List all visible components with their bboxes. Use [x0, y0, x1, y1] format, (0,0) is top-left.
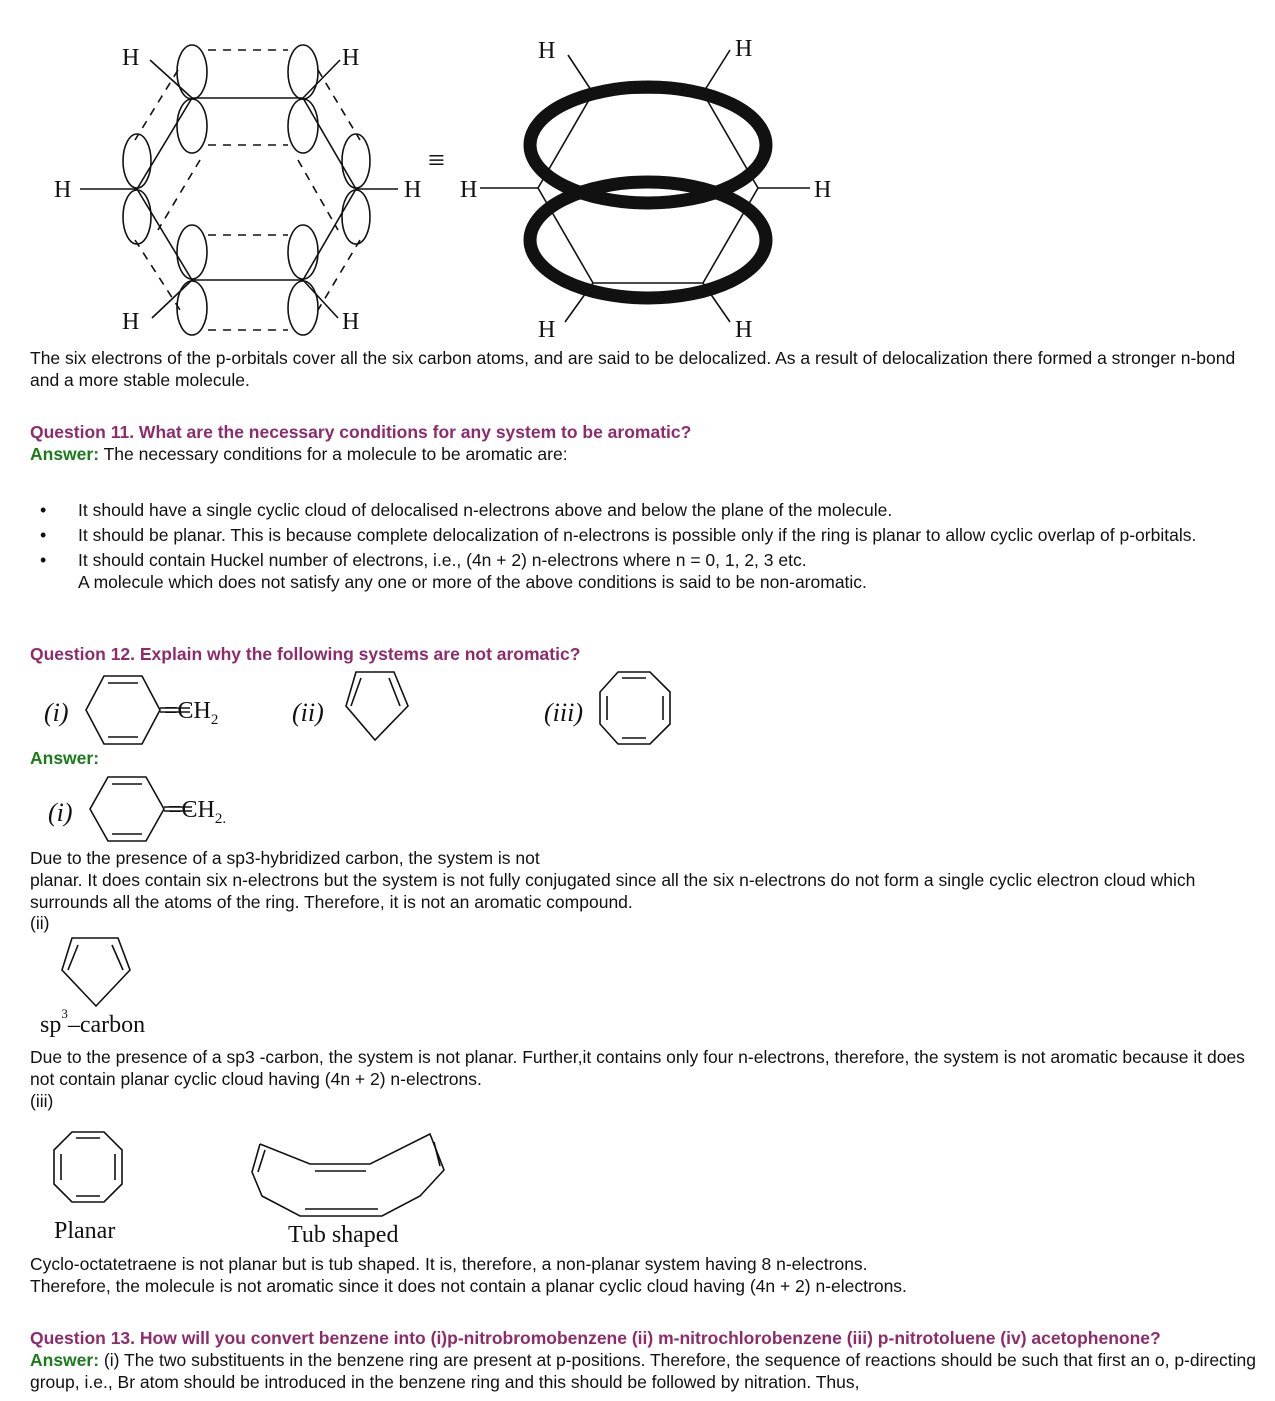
answer-12-structure-iii [30, 1120, 460, 1252]
planar-label: Planar [54, 1218, 116, 1244]
label-iii: (iii) [544, 698, 583, 727]
delocalization-paragraph: The six electrons of the p-orbitals cover all the six carbon atoms, and are said to be delocalized. As a result of delocalization there formed a stronger n-bond and a more stable molecule. [30, 348, 1236, 390]
label-i: (i) [48, 798, 73, 827]
list-item-text: It should be planar. This is because complete delocalization of n-electrons is possible only if the ring is planar to allow cyclic overlap of p-orbitals. [78, 525, 1197, 545]
benzene-orbital-figure [40, 30, 840, 345]
answer-label: Answer: [30, 748, 100, 768]
answer-13-text: (i) The two substituents in the benzene ring are present at p-positions. Therefore, the sequence of reactions should be such that first an o, p-directing group, i.e., Br atom should be introduced in the benzene ring and this should be followed by nitration. Thus, [30, 1350, 1257, 1392]
answer-12-i-line1: Due to the presence of a sp3-hybridized carbon, the system is not [30, 848, 540, 868]
answer-12-ii-label: (ii) [30, 913, 50, 933]
list-item [30, 499, 1230, 521]
hydrogen-label: H [54, 177, 72, 203]
list-item-text: It should have a single cyclic cloud of delocalised n-electrons above and below the plane of the molecule. [78, 500, 893, 520]
hydrogen-label: H [342, 309, 360, 335]
answer-11-intro [30, 443, 1265, 465]
hydrogen-label: H [538, 317, 556, 343]
answer-12-structure-i [30, 773, 270, 845]
question-12-structures [30, 666, 690, 746]
label-ii: (ii) [292, 698, 324, 727]
ch2-label: $=CH_2$ [164, 698, 219, 728]
answer-12-iii-label: (iii) [30, 1091, 54, 1111]
hydrogen-label: H [814, 177, 832, 203]
answer-11-text: The necessary conditions for a molecule to be aromatic are: [103, 444, 568, 464]
answer-13 [30, 1349, 1265, 1393]
label-i: (i) [44, 698, 69, 727]
hydrogen-label: H [735, 36, 753, 62]
hydrogen-label: H [122, 45, 140, 71]
list-item-text: It should contain Huckel number of electrons, i.e., (4n + 2) n-electrons where n = 0, 1, 2, 3 etc. [78, 550, 807, 570]
list-item [30, 549, 1230, 593]
answer-12-iii-line2: Therefore, the molecule is not aromatic since it does not contain a planar cyclic cloud having (4n + 2) n-electrons. [30, 1276, 907, 1296]
aromatic-conditions-list [30, 499, 1230, 596]
equivalence-symbol: ≡ [428, 144, 445, 177]
hydrogen-label: H [460, 177, 478, 203]
hydrogen-label: H [342, 45, 360, 71]
hydrogen-label: H [122, 309, 140, 335]
sp3-carbon-label: $sp^3$–carbon [40, 1006, 146, 1038]
hydrogen-label: H [538, 38, 556, 64]
question-13: Question 13. How will you convert benzene into (i)p-nitrobromobenzene (ii) m-nitrochlorobenzene (iii) p-nitrotoluene (iv) acetophenone? [30, 1328, 1161, 1348]
answer-12-iii-line1: Cyclo-octatetraene is not planar but is tub shaped. It is, therefore, a non-planar system having 8 n-electrons. [30, 1254, 868, 1274]
hydrogen-label: H [735, 317, 753, 343]
question-11: Question 11. What are the necessary conditions for any system to be aromatic? [30, 422, 692, 442]
non-aromatic-note: A molecule which does not satisfy any one or more of the above conditions is said to be non-aromatic. [78, 572, 867, 592]
answer-12-structure-ii [30, 932, 190, 1042]
ch2-label: $=CH_{2.}$ [168, 797, 227, 827]
list-item [30, 524, 1230, 546]
tub-shaped-label: Tub shaped [288, 1222, 399, 1248]
answer-12-label-line [30, 747, 1265, 769]
answer-12-i-line2: planar. It does contain six n-electrons but the system is not fully conjugated since all the six n-electrons do not form a single cyclic electron cloud which surrounds all the atoms of the ring. Therefore, it is not an aromatic compound. [30, 870, 1196, 912]
hydrogen-label: H [404, 177, 422, 203]
answer-label: Answer: [30, 1350, 100, 1370]
answer-label: Answer: [30, 444, 100, 464]
question-12: Question 12. Explain why the following systems are not aromatic? [30, 644, 581, 664]
answer-12-ii-text: Due to the presence of a sp3 -carbon, the system is not planar. Further,it contains only four n-electrons, therefore, the system is not aromatic because it does not contain planar cyclic cloud having (4n + 2) n-electrons. [30, 1047, 1245, 1089]
